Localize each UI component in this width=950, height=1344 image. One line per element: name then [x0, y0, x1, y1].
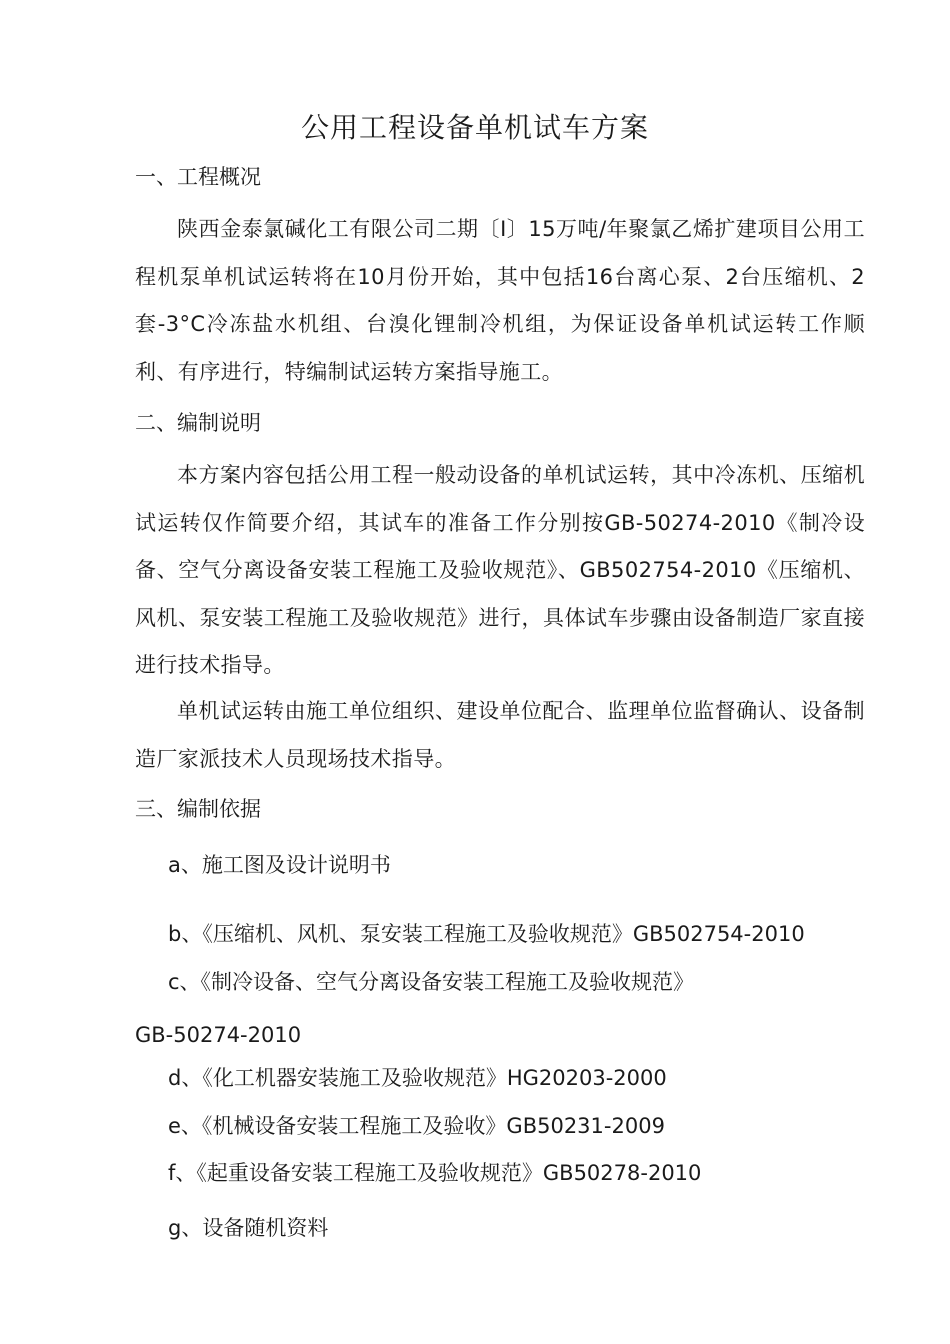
- section-heading-description: 二、编制说明: [135, 411, 261, 435]
- basis-item-b: b、《压缩机、风机、泵安装工程施工及验收规范》GB502754-2010: [168, 922, 805, 946]
- basis-item-c: c、《制冷设备、空气分离设备安装工程施工及验收规范》: [168, 970, 695, 994]
- basis-item-g: g、设备随机资料: [168, 1216, 329, 1240]
- section-heading-basis: 三、编制依据: [135, 797, 261, 821]
- document-title: 公用工程设备单机试车方案: [300, 111, 649, 144]
- section-heading-overview: 一、工程概况: [135, 165, 261, 189]
- basis-item-d: d、《化工机器安装施工及验收规范》HG20203-2000: [168, 1066, 667, 1090]
- basis-item-e: e、《机械设备安装工程施工及验收》GB50231-2009: [168, 1114, 665, 1138]
- basis-item-c-continuation: GB-50274-2010: [135, 1023, 302, 1047]
- description-paragraph-2: 单机试运转由施工单位组织、建设单位配合、监理单位监督确认、设备制造厂家派技术人员现场技术指导。: [135, 699, 865, 771]
- basis-item-f: f、《起重设备安装工程施工及验收规范》GB50278-2010: [168, 1161, 702, 1185]
- description-paragraph-1: 本方案内容包括公用工程一般动设备的单机试运转，其中冷冻机、压缩机试运转仅作简要介绍，其试车的准备工作分别按GB-50274-2010《制冷设备、空气分离设备安装工程施工及验收规范》、GB502754-2010《压缩机、风机、泵安装工程施工及验收规范》进行，具体试车步骤由设备制造厂家直接进行技术指导。: [135, 463, 865, 677]
- basis-item-a: a、施工图及设计说明书: [168, 853, 391, 877]
- overview-paragraph: 陕西金泰氯碱化工有限公司二期〔I〕15万吨/年聚氯乙烯扩建项目公用工程机泵单机试运转将在10月份开始，其中包括16台离心泵、2台压缩机、2套-3°C冷冻盐水机组、台溴化锂制冷机组，为保证设备单机试运转工作顺利、有序进行，特编制试运转方案指导施工。: [135, 217, 865, 384]
